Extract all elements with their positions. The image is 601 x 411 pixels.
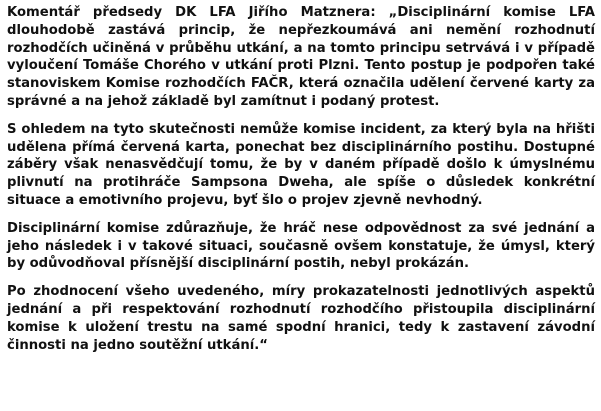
paragraph-intro: Komentář předsedy DK LFA Jiřího Matznera: „Disciplinární komise LFA dlouhodobě zastává princip, že nepřezkoumává ani nemění rozhodnutí rozhodčích učiněná v průběhu utkání, a na tomto principu setrvává i v případě vyloučení Tomáše Chorého v utkání proti Plzni. Tento postup je podpořen také stanoviskem Komise rozhodčích FAČR, která označila udělení červené karty za správné a na jehož základě byl zamítnut i podaný protest.: [7, 5, 595, 109]
statement-text-block: [7, 4, 595, 354]
paragraph-incident: S ohledem na tyto skutečnosti nemůže komise incident, za který byla na hřišti udělena přímá červená karta, ponechat bez disciplinárního postihu. Dostupné záběry však nenasvědčují tomu, že by v daném případě došlo k úmyslnému plivnutí na protihráče Sampsona Dweha, ale spíše o důsledek konkrétní situace a emotivního projevu, byť šlo o projev zjevně nevhodný.: [7, 121, 595, 208]
paragraph-responsibility: Disciplinární komise zdůrazňuje, že hráč nese odpovědnost za své jednání a jeho následek i v takové situaci, současně ovšem konstatuje, že úmysl, který by odůvodňoval přísnější disciplinární postih, nebyl prokázán.: [7, 220, 595, 272]
paragraph-decision: Po zhodnocení všeho uvedeného, míry prokazatelnosti jednotlivých aspektů jednání a při respektování rozhodnutí rozhodčího přistoupila disciplinární komise k uložení trestu na samé spodní hranici, tedy k zastavení závodní činnosti na jedno soutěžní utkání.“: [7, 284, 595, 353]
